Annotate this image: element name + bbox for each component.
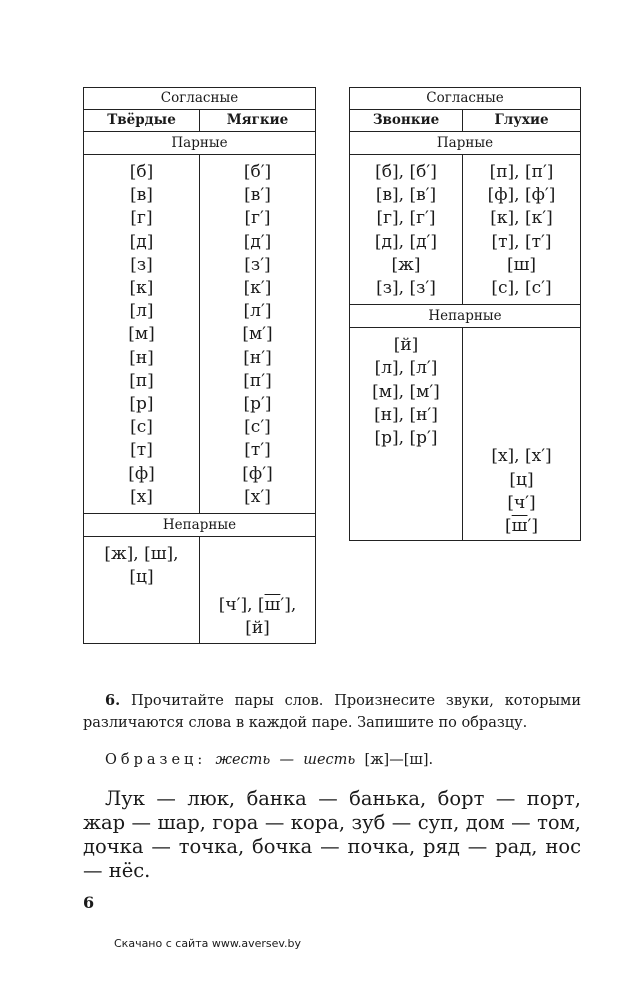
- list-item: [х]: [130, 486, 153, 507]
- list-item: [с]: [130, 417, 153, 438]
- page-number: 6: [83, 893, 95, 912]
- list-item: [х], [х′]: [491, 446, 552, 467]
- sample-word-1: жесть: [215, 752, 271, 768]
- paired-hard-list: [84, 155, 199, 513]
- list-item: [р′]: [243, 394, 272, 415]
- list-item: [н′]: [243, 347, 272, 368]
- column-header-voiceless: Глухие: [463, 110, 581, 132]
- list-item: [г]: [130, 208, 153, 229]
- list-item: [р]: [129, 394, 154, 415]
- section-header-paired: Парные: [350, 132, 581, 155]
- list-item: [д]: [129, 231, 154, 252]
- long-sh-overlined: ш: [511, 516, 528, 537]
- sample-label: Образец:: [105, 752, 207, 768]
- unpaired-hard-line: [ц]: [129, 567, 154, 588]
- exercise-number: 6.: [105, 692, 121, 709]
- column-header-hard: Твёрдые: [84, 110, 200, 132]
- column-header-soft: Мягкие: [200, 110, 316, 132]
- list-item: [з′]: [244, 254, 271, 275]
- list-item: [н], [н′]: [374, 404, 438, 425]
- long-sh-overlined: ш: [264, 594, 281, 615]
- exercise-instruction: [83, 690, 581, 734]
- list-item: [б]: [129, 162, 154, 182]
- hard-soft-consonants-table: [83, 87, 316, 644]
- list-item: [б], [б′]: [375, 162, 437, 182]
- list-item: [х′]: [244, 486, 271, 507]
- unpaired-hard-cell: [84, 537, 200, 644]
- paired-soft-list: [200, 155, 315, 513]
- list-item: [ф′]: [242, 463, 273, 484]
- list-item: [г′]: [244, 208, 271, 229]
- sample-line: [83, 749, 603, 771]
- sample-dash: —: [279, 752, 295, 768]
- column-header-voiced: Звонкие: [350, 110, 463, 132]
- list-item: [д′]: [243, 231, 272, 252]
- list-item: [п′]: [243, 370, 272, 391]
- list-item: [г], [г′]: [376, 208, 436, 229]
- list-item: [б′]: [243, 162, 272, 182]
- unpaired-voiceless-list: [463, 445, 580, 515]
- sample-sounds: [ж]—[ш].: [364, 752, 434, 768]
- list-item: [д], [д′]: [374, 231, 438, 252]
- list-item: [к′]: [243, 278, 272, 299]
- list-item: [ф]: [128, 463, 155, 484]
- list-item: [м′]: [242, 324, 273, 345]
- paired-hard-cell: [84, 155, 200, 514]
- unpaired-soft-line: [й]: [245, 617, 270, 638]
- section-header-paired: Парные: [84, 132, 316, 155]
- paired-soft-cell: [200, 155, 316, 514]
- unpaired-voiced-list: [350, 328, 462, 454]
- unpaired-soft-line: [ч′], [ш′],: [218, 594, 297, 615]
- list-item: [м]: [128, 324, 155, 345]
- list-item: [т′]: [244, 440, 271, 461]
- list-item: [ш′]: [505, 516, 538, 537]
- list-item: [к]: [129, 278, 154, 299]
- exercise-text: Прочитайте пары слов. Произнесите звуки, которыми различаются слова в каждой паре. Запишите по образцу.: [83, 693, 582, 731]
- list-item: [п], [п′]: [489, 162, 554, 182]
- sample-word-2: шесть: [303, 752, 356, 768]
- section-header-unpaired: Непарные: [350, 305, 581, 328]
- unpaired-soft-cell: [200, 537, 316, 644]
- list-item: [р], [р′]: [374, 428, 438, 449]
- list-item: [с], [с′]: [491, 278, 552, 299]
- list-item: [к], [к′]: [490, 208, 553, 229]
- list-item: [в], [в′]: [375, 185, 437, 206]
- paired-voiced-cell: [350, 155, 463, 305]
- list-item: [л], [л′]: [374, 358, 438, 379]
- list-item: [й]: [393, 335, 419, 356]
- list-item: [л′]: [243, 301, 272, 322]
- word-pairs: Лук — люк, банка — банька, борт — порт, жар — шар, гора — кора, зуб — суп, дом — том, дочка — точка, бочка — почка, ряд — рад, нос — нёс.: [83, 787, 581, 882]
- paired-voiceless-cell: [463, 155, 581, 305]
- list-item: [н]: [129, 347, 154, 368]
- unpaired-hard-line: [ж], [ш],: [104, 544, 179, 565]
- table-caption: Согласные: [84, 88, 316, 110]
- list-item: [п]: [129, 370, 154, 391]
- paired-voiceless-list: [463, 155, 580, 304]
- voiced-voiceless-consonants-table: [349, 87, 581, 541]
- list-item: [в]: [130, 185, 153, 206]
- list-item: [м], [м′]: [372, 381, 440, 402]
- list-item: [ж]: [391, 254, 421, 275]
- list-item: [с′]: [244, 417, 271, 438]
- list-item: [т], [т′]: [491, 231, 552, 252]
- table-caption: Согласные: [350, 88, 581, 110]
- list-item: [л]: [129, 301, 154, 322]
- paired-voiced-list: [350, 155, 462, 304]
- list-item: [ч′]: [507, 492, 536, 513]
- section-header-unpaired: Непарные: [84, 514, 316, 537]
- list-item: [ц]: [509, 469, 534, 490]
- list-item: [в′]: [244, 185, 271, 206]
- footer-source: Скачано с сайта www.aversev.by: [114, 937, 302, 950]
- list-item: [з], [з′]: [376, 278, 436, 299]
- unpaired-voiceless-cell: [463, 328, 581, 541]
- list-item: [з]: [130, 254, 153, 275]
- unpaired-voiced-cell: [350, 328, 463, 541]
- list-item: [ф], [ф′]: [487, 185, 556, 206]
- list-item: [ш]: [506, 254, 537, 275]
- list-item: [т]: [130, 440, 153, 461]
